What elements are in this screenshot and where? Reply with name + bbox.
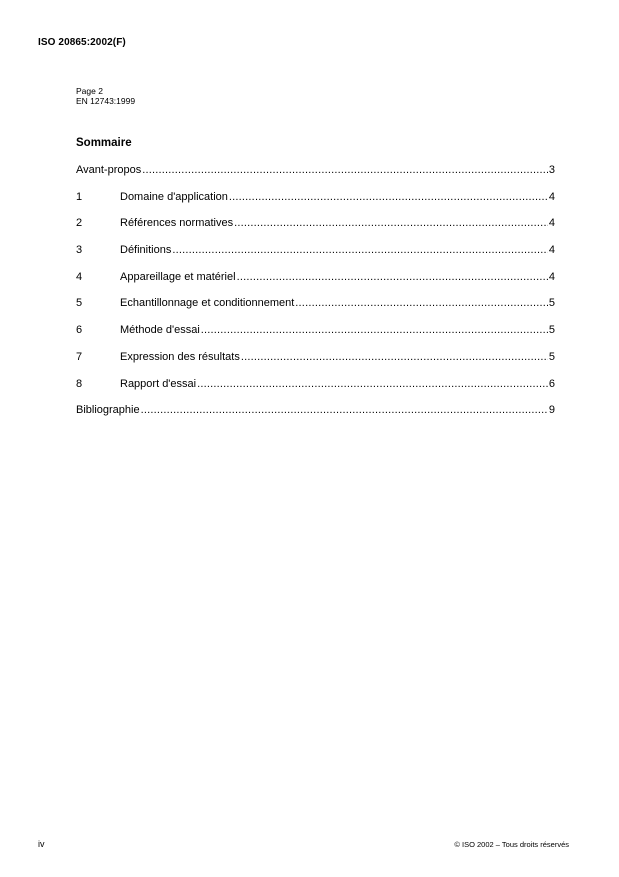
- toc-title: Sommaire: [76, 137, 132, 149]
- toc-entry-label: Domaine d'application: [120, 190, 228, 203]
- toc-entry[interactable]: [76, 244, 555, 271]
- toc-entry-page: 5: [548, 324, 555, 337]
- toc-entry-label: Méthode d'essai: [120, 324, 200, 337]
- page-reference-page: Page 2: [76, 86, 103, 96]
- toc-entry-label: Expression des résultats: [120, 350, 240, 363]
- toc-entry-label: Références normatives: [120, 217, 234, 230]
- toc-entry-label: Définitions: [120, 244, 172, 257]
- toc-entry-number: 4: [76, 270, 83, 283]
- footer-page-number: iv: [38, 839, 45, 849]
- toc-entry[interactable]: [76, 164, 555, 191]
- toc-entry-number: 5: [76, 297, 83, 310]
- toc-dot-leader: [201, 324, 548, 336]
- toc-dot-leader: [172, 244, 548, 256]
- toc-entry[interactable]: [76, 378, 555, 405]
- toc-entry[interactable]: [76, 351, 555, 378]
- toc-entry-number: 6: [76, 324, 83, 337]
- toc-dot-leader: [234, 217, 548, 229]
- toc-entry-page: 9: [548, 404, 555, 417]
- toc-entry-number: 3: [76, 244, 83, 257]
- toc-dot-leader: [237, 271, 548, 283]
- toc-entry-label: Avant-propos: [76, 164, 142, 176]
- toc-entry[interactable]: [76, 297, 555, 324]
- toc-dot-leader: [229, 191, 548, 203]
- toc-entry-number: 1: [76, 190, 83, 203]
- table-of-contents: [76, 164, 555, 431]
- footer-copyright: © ISO 2002 – Tous droits réservés: [454, 840, 569, 849]
- toc-entry-page: 5: [548, 297, 555, 310]
- toc-entry-number: 8: [76, 377, 83, 390]
- toc-entry-label: Bibliographie: [76, 404, 140, 417]
- toc-entry-page: 5: [548, 350, 555, 363]
- toc-dot-leader: [241, 351, 548, 363]
- toc-entry[interactable]: [76, 404, 555, 431]
- page-reference-standard: EN 12743:1999: [76, 96, 136, 106]
- toc-entry-number: 2: [76, 217, 83, 230]
- toc-entry-page: 3: [548, 164, 555, 176]
- toc-dot-leader: [141, 404, 548, 416]
- toc-entry-label: Rapport d'essai: [120, 377, 197, 390]
- toc-entry-label: Echantillonnage et conditionnement: [120, 297, 295, 310]
- document-header: ISO 20865:2002(F): [38, 37, 126, 48]
- toc-entry-page: 6: [548, 377, 555, 390]
- toc-dot-leader: [142, 164, 548, 176]
- toc-entry-page: 4: [548, 270, 555, 283]
- toc-entry[interactable]: [76, 324, 555, 351]
- toc-entry-page: 4: [548, 217, 555, 230]
- toc-entry-number: 7: [76, 350, 83, 363]
- toc-dot-leader: [295, 297, 548, 309]
- toc-entry[interactable]: [76, 217, 555, 244]
- toc-entry[interactable]: [76, 191, 555, 218]
- toc-dot-leader: [197, 378, 548, 390]
- toc-entry-page: 4: [548, 190, 555, 203]
- toc-entry-page: 4: [548, 244, 555, 257]
- toc-entry-label: Appareillage et matériel: [120, 270, 236, 283]
- page-reference: [76, 86, 135, 106]
- toc-entry[interactable]: [76, 271, 555, 298]
